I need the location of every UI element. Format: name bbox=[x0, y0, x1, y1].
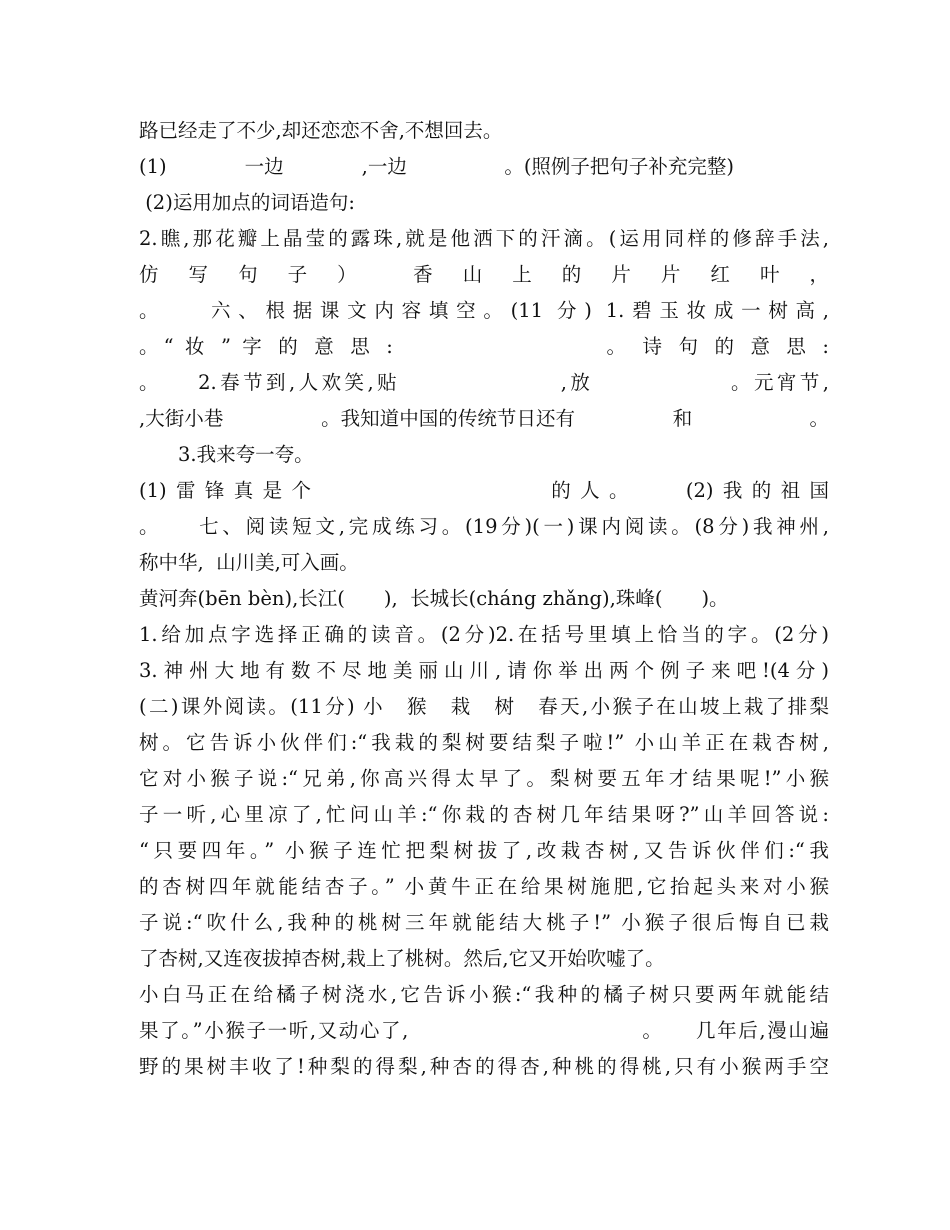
text-line: (二)课外阅读。(11分) 小 猴 栽 树 春天,小猴子在山坡上栽了排梨 bbox=[139, 695, 829, 718]
text-line: ,大街小巷 。我知道中国的传统节日还有 和 。 bbox=[139, 407, 829, 430]
text-line: 果了。”小猴子一听,又动心了, 。 几年后,漫山遍 bbox=[139, 1019, 829, 1042]
text-line: 树。它告诉小伙伴们:“我栽的梨树要结梨子啦!” 小山羊正在栽杏树, bbox=[139, 731, 829, 754]
text-line: 。 六、根据课文内容填空。(11 分) 1.碧玉妆成一树高, bbox=[139, 299, 829, 322]
text-line: (2)运用加点的词语造句: bbox=[139, 191, 355, 214]
text-line: 。“ 妆 ” 字 的 意 思 : 。 诗 句 的 意 思 : bbox=[139, 335, 829, 358]
text-line: 3.神州大地有数不尽地美丽山川,请你举出两个例子来吧!(4分) bbox=[139, 659, 829, 682]
text-line: 它对小猴子说:“兄弟,你高兴得太早了。梨树要五年才结果呢!”小猴 bbox=[139, 767, 829, 790]
text-line: 。 2.春节到,人欢笑,贴 ,放 。元宵节, bbox=[139, 371, 829, 394]
text-line: 黄河奔(bēn bèn),长江( ), 长城长(cháng zhǎng),珠峰( )。 bbox=[139, 587, 729, 610]
text-line: 子说:“吹什么,我种的桃树三年就能结大桃子!” 小猴子很后悔自已栽 bbox=[139, 911, 829, 934]
text-line: (1) 一边 ,一边 。(照例子把句子补充完整) bbox=[139, 155, 735, 178]
text-line: 了杏树,又连夜拔掉杏树,栽上了桃树。然后,它又开始吹嘘了。 bbox=[139, 947, 665, 970]
text-line: 2.瞧,那花瓣上晶莹的露珠,就是他洒下的汗滴。(运用同样的修辞手法, bbox=[139, 227, 829, 250]
text-line: 称中华, 山川美,可入画。 bbox=[139, 551, 359, 574]
text-line: 路已经走了不少,却还恋恋不舍,不想回去。 bbox=[139, 119, 503, 142]
text-line: 3.我来夸一夸。 bbox=[139, 443, 314, 466]
text-line: 仿 写 句 子 ） 香 山 上 的 片 片 红 叶 ， bbox=[139, 263, 829, 286]
text-line: 子一听,心里凉了,忙问山羊:“你栽的杏树几年结果呀?”山羊回答说: bbox=[139, 803, 829, 826]
text-line: (1)雷锋真是个 的人。 (2)我的祖国 bbox=[139, 479, 829, 502]
text-line: “只要四年。” 小猴子连忙把梨树拔了,改栽杏树,又告诉伙伴们:“我 bbox=[139, 839, 829, 862]
text-line: 1.给加点字选择正确的读音。(2分)2.在括号里填上恰当的字。(2分) bbox=[139, 623, 829, 646]
text-line: 小白马正在给橘子树浇水,它告诉小猴:“我种的橘子树只要两年就能结 bbox=[139, 983, 829, 1006]
text-line: 野的果树丰收了!种梨的得梨,种杏的得杏,种桃的得桃,只有小猴两手空 bbox=[139, 1055, 829, 1078]
text-line: 。 七、阅读短文,完成练习。(19分)(一)课内阅读。(8分)我神州, bbox=[139, 515, 829, 538]
text-line: 的杏树四年就能结杏子。” 小黄牛正在给果树施肥,它抬起头来对小猴 bbox=[139, 875, 829, 898]
